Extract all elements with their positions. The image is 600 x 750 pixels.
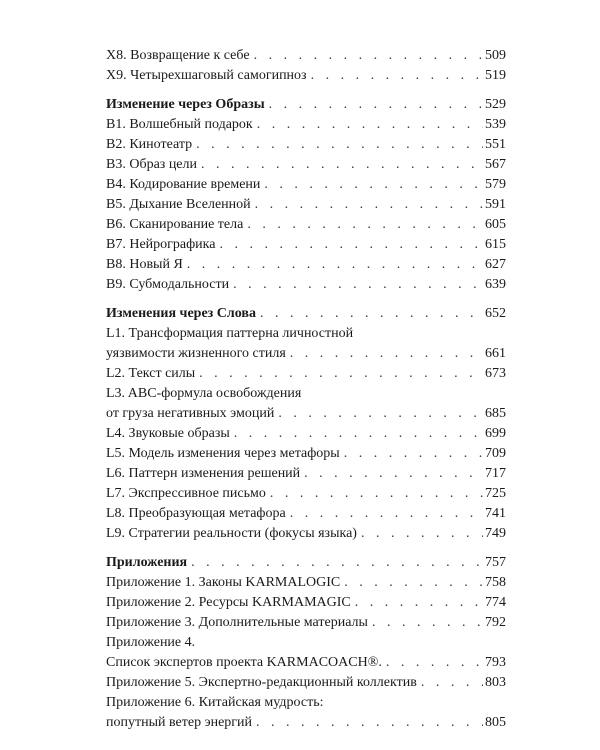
toc-entry[interactable] xyxy=(106,255,506,275)
dot-leader xyxy=(250,46,483,66)
toc-entry-title: B3. Образ цели xyxy=(106,157,197,172)
toc-page-number: 529 xyxy=(485,97,506,112)
dot-leader xyxy=(253,115,483,135)
toc-page-number: 551 xyxy=(485,137,506,152)
dot-leader xyxy=(368,613,483,633)
toc-entry-title: L5. Модель изменения через метафоры xyxy=(106,446,340,461)
toc-page-number: 725 xyxy=(485,486,506,501)
toc-entry-title: от груза негативных эмоций xyxy=(106,406,275,421)
dot-leader xyxy=(340,573,483,593)
toc-entry-title: B4. Кодирование времени xyxy=(106,177,261,192)
toc-entry-title: B1. Волшебный подарок xyxy=(106,117,253,132)
toc-page-number: 803 xyxy=(485,675,506,690)
toc-page-number: 685 xyxy=(485,406,506,421)
dot-leader xyxy=(243,215,483,235)
toc-entry-title: L4. Звуковые образы xyxy=(106,426,230,441)
dot-leader xyxy=(286,504,483,524)
toc-section-heading[interactable] xyxy=(106,95,506,115)
toc-entry[interactable] xyxy=(106,484,506,504)
toc-page-number: 699 xyxy=(485,426,506,441)
toc-section-heading[interactable] xyxy=(106,553,506,573)
toc-page-number: 758 xyxy=(485,575,506,590)
toc-page-number: 749 xyxy=(485,526,506,541)
toc-page-number: 579 xyxy=(485,177,506,192)
toc-entry-title: Приложение 1. Законы KARMALOGIC xyxy=(106,575,341,590)
toc-entry[interactable] xyxy=(106,155,506,175)
toc-entry[interactable] xyxy=(106,364,506,384)
toc-page-number: 661 xyxy=(485,346,506,361)
toc-entry[interactable] xyxy=(106,275,506,295)
dot-leader xyxy=(307,66,483,86)
dot-leader xyxy=(382,653,483,673)
toc-entry[interactable] xyxy=(106,215,506,235)
toc-page-number: 567 xyxy=(485,157,506,172)
toc-entry[interactable] xyxy=(106,713,506,733)
toc-entry-title: B7. Нейрографика xyxy=(106,237,216,252)
toc-entry-title: Приложение 5. Экспертно-редакционный коллектив xyxy=(106,675,417,690)
toc-page-number: 793 xyxy=(485,655,506,670)
dot-leader xyxy=(417,673,483,693)
toc-entry-title: L7. Экспрессивное письмо xyxy=(106,486,266,501)
dot-leader xyxy=(286,344,483,364)
dot-leader xyxy=(300,464,483,484)
toc-page-number: 605 xyxy=(485,217,506,232)
toc-entry-title: L2. Текст силы xyxy=(106,366,196,381)
dot-leader xyxy=(215,235,483,255)
toc-section-heading[interactable] xyxy=(106,304,506,324)
toc-page-number: 519 xyxy=(485,68,506,83)
toc-entry-title: L6. Паттерн изменения решений xyxy=(106,466,301,481)
toc-entry-title: Список экспертов проекта KARMACOACH®. xyxy=(106,655,382,670)
toc-entry-title: B8. Новый Я xyxy=(106,257,183,272)
toc-entry-title: B5. Дыхание Вселенной xyxy=(106,197,251,212)
toc-entry[interactable] xyxy=(106,135,506,155)
dot-leader xyxy=(256,304,483,324)
toc-page-number: 615 xyxy=(485,237,506,252)
toc-entry[interactable] xyxy=(106,66,506,86)
toc-page-number: 774 xyxy=(485,595,506,610)
toc-entry[interactable] xyxy=(106,344,506,364)
dot-leader xyxy=(192,135,483,155)
toc-entry-title: X9. Четырехшаговый самогипноз xyxy=(106,68,307,83)
toc-entry[interactable] xyxy=(106,115,506,135)
toc-entry[interactable] xyxy=(106,46,506,66)
toc-entry-title: Изменения через Слова xyxy=(106,306,256,321)
dot-leader xyxy=(340,444,483,464)
toc-entry-title: Приложение 2. Ресурсы KARMAMAGIC xyxy=(106,595,351,610)
toc-entry-title: B2. Кинотеатр xyxy=(106,137,193,152)
dot-leader xyxy=(357,524,483,544)
toc-page-number: 639 xyxy=(485,277,506,292)
toc-page-number: 673 xyxy=(485,366,506,381)
toc-entry-line: Приложение 4. xyxy=(106,635,196,650)
toc-entry-title: B6. Сканирование тела xyxy=(106,217,244,232)
toc-page-number: 627 xyxy=(485,257,506,272)
dot-leader xyxy=(195,364,483,384)
section-gap xyxy=(106,86,506,95)
toc-entry[interactable] xyxy=(106,464,506,484)
dot-leader xyxy=(266,484,483,504)
toc-entry-title: Изменение через Образы xyxy=(106,97,265,112)
toc-entry[interactable] xyxy=(106,613,506,633)
toc-entry-line: L3. ABC-формула освобождения xyxy=(106,386,302,401)
toc-entry[interactable] xyxy=(106,195,506,215)
toc-entry[interactable] xyxy=(106,504,506,524)
dot-leader xyxy=(351,593,483,613)
dot-leader xyxy=(251,195,483,215)
toc-entry-title: X8. Возвращение к себе xyxy=(106,48,250,63)
toc-page-number: 509 xyxy=(485,48,506,63)
toc-entry-line: L1. Трансформация паттерна личностной xyxy=(106,326,354,341)
dot-leader xyxy=(183,255,483,275)
toc-entry[interactable] xyxy=(106,673,506,693)
toc-page-number: 709 xyxy=(485,446,506,461)
toc-page-number: 652 xyxy=(485,306,506,321)
toc-entry-title: Приложение 3. Дополнительные материалы xyxy=(106,615,368,630)
dot-leader xyxy=(265,95,483,115)
toc-page-number: 741 xyxy=(485,506,506,521)
toc-entry[interactable] xyxy=(106,424,506,444)
toc-entry[interactable] xyxy=(106,235,506,255)
toc-page-number: 805 xyxy=(485,715,506,730)
toc-entry-title: B9. Субмодальности xyxy=(106,277,230,292)
toc-entry-title: Приложения xyxy=(106,555,188,570)
toc-page-number: 792 xyxy=(485,615,506,630)
toc-entry[interactable] xyxy=(106,573,506,593)
toc-entry-title: попутный ветер энергий xyxy=(106,715,253,730)
toc-entry[interactable] xyxy=(106,593,506,613)
dot-leader xyxy=(187,553,483,573)
toc-entry-line: Приложение 6. Китайская мудрость: xyxy=(106,695,324,710)
toc-entry-title: L9. Стратегии реальности (фокусы языка) xyxy=(106,526,357,541)
toc-entry[interactable] xyxy=(106,653,506,673)
section-gap xyxy=(106,295,506,304)
toc-entry[interactable] xyxy=(106,444,506,464)
dot-leader xyxy=(274,404,483,424)
dot-leader xyxy=(230,424,483,444)
dot-leader xyxy=(260,175,483,195)
toc-entry-title: L8. Преобразующая метафора xyxy=(106,506,286,521)
dot-leader xyxy=(229,275,483,295)
toc-entry[interactable] xyxy=(106,175,506,195)
dot-leader xyxy=(252,713,483,733)
toc-page-number: 757 xyxy=(485,555,506,570)
toc-page-number: 591 xyxy=(485,197,506,212)
toc-entry[interactable] xyxy=(106,404,506,424)
toc-page-number: 539 xyxy=(485,117,506,132)
section-gap xyxy=(106,544,506,553)
dot-leader xyxy=(197,155,483,175)
toc-page-number: 717 xyxy=(485,466,506,481)
toc-entry-title: уязвимости жизненного стиля xyxy=(106,346,286,361)
table-of-contents xyxy=(106,46,506,733)
toc-entry[interactable] xyxy=(106,524,506,544)
